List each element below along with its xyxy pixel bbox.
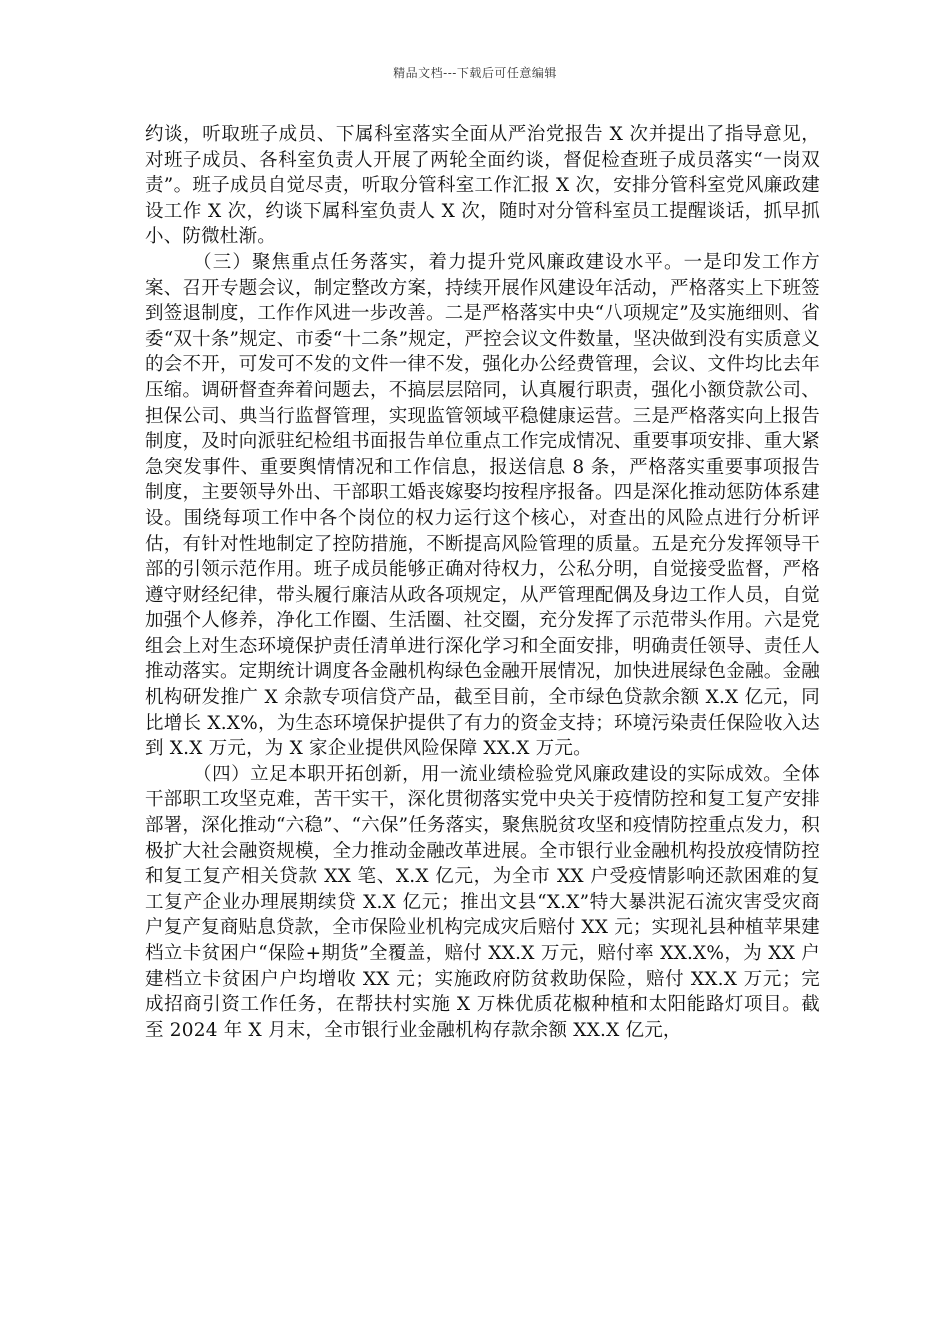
paragraph-continuation: 约谈，听取班子成员、下属科室落实全面从严治党报告 X 次并提出了指导意见，对班子成员、各科室负责人开展了两轮全面约谈，督促检查班子成员落实“一岗双责”。班子成员自觉尽责，听取分管科室工作汇报 X 次，安排分管科室党风廉政建设工作 X 次，约谈下属科室负责人 X 次，随时对分管科室员工提醒谈话，抓早抓小、防微杜渐。: [145, 124, 820, 248]
paragraph-section-three: （三）聚焦重点任务落实，着力提升党风廉政建设水平。一是印发工作方案、召开专题会议，制定整改方案，持续开展作风建设年活动，严格落实上下班签到签退制度，工作作风进一步改善。二是严格落实中央“八项规定”及实施细则、省委“双十条”规定、市委“十二条”规定，严控会议文件数量，坚决做到没有实质意义的会不开，可发可不发的文件一律不发，强化办公经费管理，会议、文件均比去年压缩。调研督查奔着问题去，不搞层层陪同，认真履行职责，强化小额贷款公司、担保公司、典当行监督管理，实现监管领域平稳健康运营。三是严格落实向上报告制度，及时向派驻纪检组书面报告单位重点工作完成情况、重要事项安排、重大紧急突发事件、重要舆情情况和工作信息，报送信息 8 条，严格落实重要事项报告制度，主要领导外出、干部职工婚丧嫁娶均按程序报备。四是深化推动惩防体系建设。围绕每项工作中各个岗位的权力运行这个核心，对查出的风险点进行分析评估，有针对性地制定了控防措施，不断提高风险管理的质量。五是充分发挥领导干部的引领示范作用。班子成员能够正确对待权力，公私分明，自觉接受监督，严格遵守财经纪律，带头履行廉洁从政各项规定，从严管理配偶及身边工作人员，自觉加强个人修养，净化工作圈、生活圈、社交圈，充分发挥了示范带头作用。六是党组会上对生态环境保护责任清单进行深化学习和全面安排，明确责任领导、责任人推动落实。定期统计调度各金融机构绿色金融开展情况，加快进展绿色金融。金融机构研发推广 X 余款专项信贷产品，截至目前，全市绿色贷款余额 X.X 亿元，同比增长 X.X%，为生态环境保护提供了有力的资金支持；环境污染责任保险收入达到 X.X 万元，为 X 家企业提供风险保障 XX.X 万元。: [145, 251, 820, 760]
page-header: 精品文档---下载后可任意编辑: [393, 66, 557, 80]
document-body: [145, 122, 820, 1043]
paragraph-section-four: （四）立足本职开拓创新，用一流业绩检验党风廉政建设的实际成效。全体干部职工攻坚克难，苦干实干，深化贯彻落实党中央关于疫情防控和复工复产安排部署，深化推动“六稳”、“六保”任务落实，聚焦脱贫攻坚和疫情防控重点发力，积极扩大社会融资规模，全力推动金融改革进展。全市银行业金融机构投放疫情防控和复工复产相关贷款 XX 笔、X.X 亿元，为全市 XX 户受疫情影响还款困难的复工复产企业办理展期续贷 X.X 亿元；推出文县“X.X”特大暴洪泥石流灾害受灾商户复产复商贴息贷款，全市保险业机构完成灾后赔付 XX 元；实现礼县种植苹果建档立卡贫困户“保险+期货”全覆盖，赔付 XX.X 万元，赔付率 XX.X%，为 XX 户建档立卡贫困户户均增收 XX 元；实施政府防贫救助保险，赔付 XX.X 万元；完成招商引资工作任务，在帮扶村实施 X 万株优质花椒种植和太阳能路灯项目。截至 2024 年 X 月末，全市银行业金融机构存款余额 XX.X 亿元，: [145, 763, 820, 1041]
